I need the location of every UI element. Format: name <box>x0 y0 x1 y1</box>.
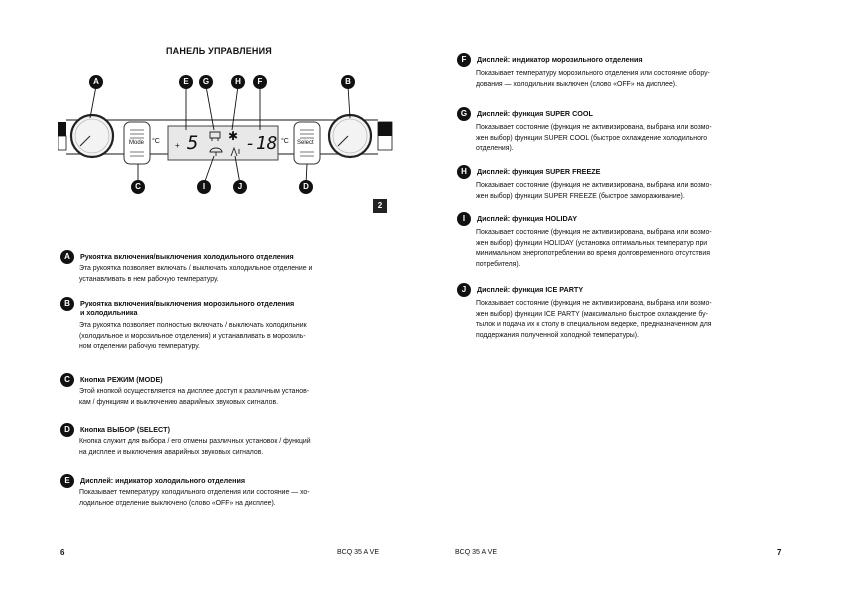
section-body: Показывает состояние (функция не активизирована, выбрана или возмо- жен выбор) функции SUPER COOL (быстрое охлаждение холодильного отделения). <box>476 124 712 153</box>
section-body: Показывает состояние (функция не активизирована, выбрана или возмо- жен выбор) функции HOLIDAY (установка оптимальных температур при минимальном энергопотреблении во время долговременного отсутствия потребителя). <box>476 229 712 268</box>
section-badge: C <box>60 373 74 387</box>
section-body: Эта рукоятка позволяет включать / выключать холодильное отделение и устанавливать в нем рабочую температуру. <box>79 265 313 283</box>
model-label-left: BCQ 35 A VE <box>337 549 380 556</box>
panel-title: ПАНЕЛЬ УПРАВЛЕНИЯ <box>166 46 272 56</box>
section-badge: H <box>457 165 471 179</box>
callout-g: G <box>199 75 213 89</box>
section-body: Показывает состояние (функция не активизирована, выбрана или возмо- жен выбор) функции ICE PARTY (максимально быстрое охлаждение бу- тылок и подача их к столу в специальном ведерке, предназначенном для поддержания полученной холодной температуры). <box>476 300 712 339</box>
section-heading: Рукоятка включения/выключения холодильного отделения <box>80 252 294 261</box>
model-label-right: BCQ 35 A VE <box>455 549 498 556</box>
control-panel-drawing <box>58 72 398 222</box>
section-heading: Дисплей: функция SUPER FREEZE <box>477 167 601 176</box>
callout-f: F <box>253 75 267 89</box>
section-heading: Дисплей: индикатор холодильного отделения <box>80 476 246 485</box>
section-heading: Кнопка ВЫБОР (SELECT) <box>80 425 170 434</box>
section-badge: A <box>60 250 74 264</box>
section-badge: G <box>457 107 471 121</box>
section-body: Кнопка служит для выбора / его отмены различных установок / функций на дисплее и выключения аварийных звуковых сигналов. <box>79 438 311 456</box>
fridge-temp-readout: 5 <box>187 132 199 154</box>
section-d <box>60 423 390 463</box>
section-h <box>457 165 807 205</box>
section-badge: E <box>60 474 74 488</box>
callout-b: B <box>341 75 355 89</box>
select-button-label: Select <box>297 140 314 146</box>
mode-button-label: Mode <box>129 140 145 146</box>
figure-number: 2 <box>373 199 387 213</box>
section-heading: Дисплей: функция ICE PARTY <box>477 285 584 294</box>
section-badge: F <box>457 53 471 67</box>
section-badge: I <box>457 212 471 226</box>
freezer-knob <box>329 115 371 157</box>
page-number-left: 6 <box>60 548 65 557</box>
page-number-right: 7 <box>777 548 782 557</box>
plus-sign: + <box>175 141 180 150</box>
section-body: Показывает температуру холодильного отделения или состояние — хо- лодильное отделение выключено (слово «OFF» на дисплее). <box>79 489 310 507</box>
freezer-unit-label: °C <box>281 138 289 145</box>
right-page <box>421 0 842 595</box>
section-j <box>457 283 807 347</box>
section-b <box>60 297 390 361</box>
freezer-temp-readout: -18 <box>245 133 278 154</box>
section-c <box>60 373 390 413</box>
section-e <box>60 474 390 514</box>
section-body: Эта рукоятка позволяет полностью включать / выключать холодильник (холодильное и морозильное отделения) и устанавливать в морозиль- ном отделении рабочую температуру. <box>79 322 307 351</box>
section-heading: Дисплей: индикатор морозильного отделения <box>477 55 643 64</box>
section-badge: J <box>457 283 471 297</box>
control-panel-diagram <box>58 72 398 222</box>
section-g <box>457 107 807 157</box>
section-badge: B <box>60 297 74 311</box>
callout-d: D <box>299 180 313 194</box>
fridge-knob <box>71 115 113 157</box>
callout-c: C <box>131 180 145 194</box>
callout-a: A <box>89 75 103 89</box>
section-heading-line2: и холодильника <box>80 308 138 317</box>
callout-h: H <box>231 75 245 89</box>
section-f <box>457 53 807 93</box>
section-i <box>457 212 807 276</box>
callout-e: E <box>179 75 193 89</box>
section-heading: Дисплей: функция SUPER COOL <box>477 109 593 118</box>
section-body: Этой кнопкой осуществляется на дисплее доступ к различным установ- кам / функциям и выключению аварийных звуковых сигналов. <box>79 388 310 406</box>
section-heading: Рукоятка включения/выключения морозильного отделения <box>80 299 295 308</box>
fridge-unit-label: °C <box>152 138 160 145</box>
section-a <box>60 250 390 290</box>
callout-j: J <box>233 180 247 194</box>
callout-i: I <box>197 180 211 194</box>
section-body: Показывает температуру морозильного отделения или состояние обору- дования — холодильник выключен (слово «OFF» на дисплее). <box>476 70 710 88</box>
section-heading: Кнопка РЕЖИМ (MODE) <box>80 375 163 384</box>
section-heading: Дисплей: функция HOLIDAY <box>477 214 577 223</box>
snowflake-icon: ✱ <box>228 129 239 143</box>
section-body: Показывает состояние (функция не активизирована, выбрана или возмо- жен выбор) функции SUPER FREEZE (быстрое замораживание). <box>476 182 712 200</box>
section-badge: D <box>60 423 74 437</box>
